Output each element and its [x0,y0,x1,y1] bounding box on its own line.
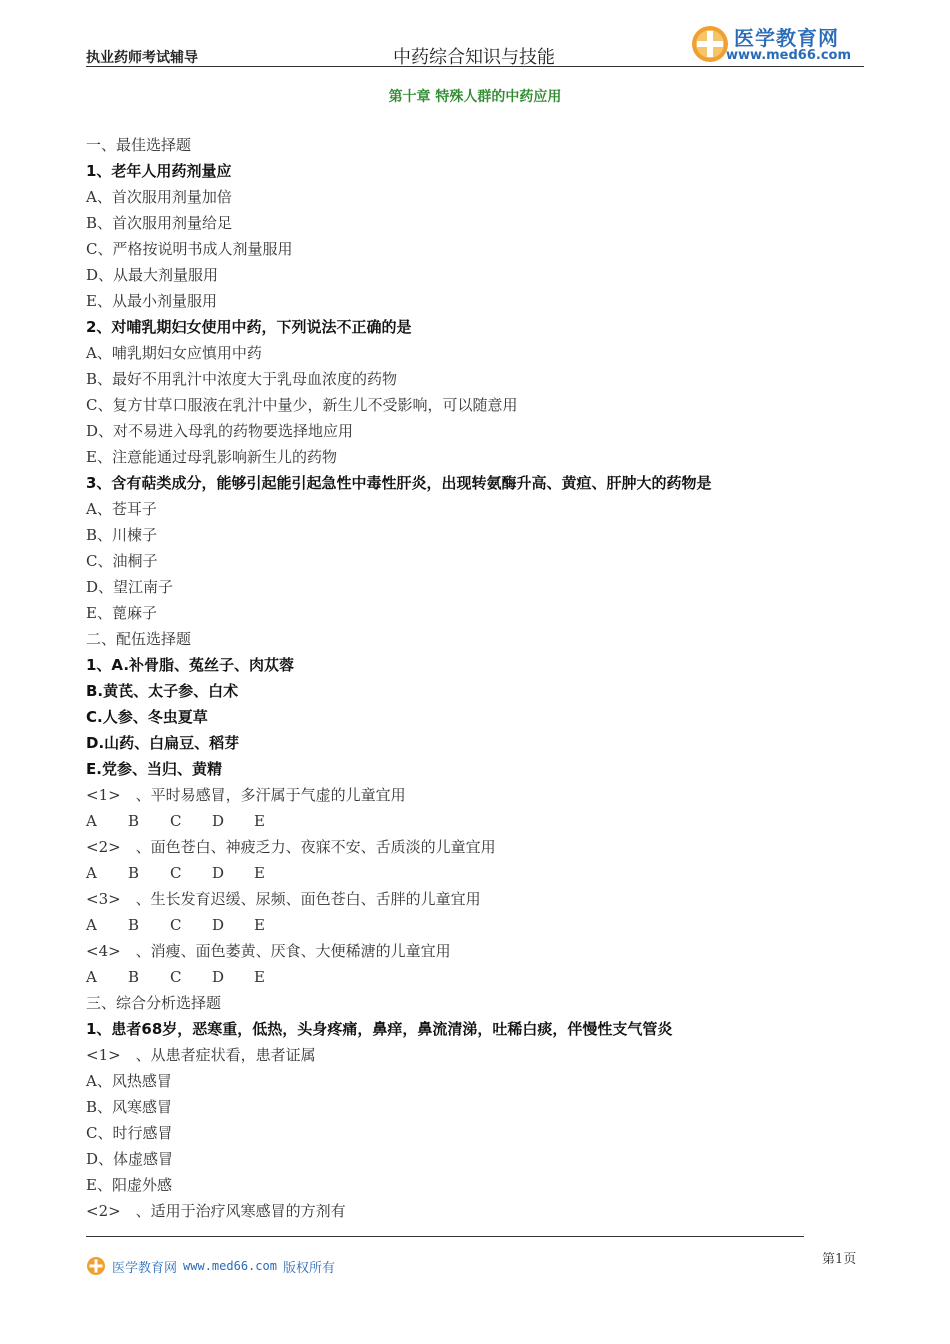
med66-logo [690,20,870,70]
footer-rights: 版权所有 [282,1260,335,1276]
content-line: C、严格按说明书成人剂量服用 [86,240,293,258]
footer-divider [86,1236,804,1237]
content-line: <1> 、平时易感冒，多汗属于气虚的儿童宜用 [86,786,406,804]
answer-option-letter: D [212,812,225,830]
content-line: D、望江南子 [86,578,174,596]
logo-brand-name: 医学教育网 [734,26,839,50]
answer-option-letter: C [170,968,182,986]
question-content [86,134,866,1226]
header-center-title: 中药综合知识与技能 [393,47,555,68]
content-line: D、对不易进入母乳的药物要选择地应用 [86,422,354,440]
content-line: A、苍耳子 [86,500,157,518]
footer-brand [86,1256,335,1276]
answer-option-letter: E [254,864,265,882]
content-line: D、体虚感冒 [86,1150,174,1168]
med66-logo-icon [690,24,730,64]
question-stem: 3、含有萜类成分，能够引起能引起急性中毒性肝炎，出现转氨酶升高、黄疸、肝肿大的药物是 [86,474,712,492]
question-stem: E.党参、当归、黄精 [86,760,222,778]
content-line: 三、综合分析选择题 [86,994,222,1012]
header-divider [86,66,864,67]
answer-option-letter: A [86,916,97,934]
answer-option-letter: A [86,864,97,882]
answer-option-letter: A [86,968,97,986]
content-line: A、哺乳期妇女应慎用中药 [86,344,262,362]
content-line: B、最好不用乳汁中浓度大于乳母血浓度的药物 [86,370,398,388]
answer-options-row [86,862,866,888]
answer-option-letter: C [170,916,182,934]
answer-option-letter: C [170,812,182,830]
question-stem: B.黄芪、太子参、白术 [86,682,239,700]
question-stem: C.人参、冬虫夏草 [86,708,208,726]
content-line: <3> 、生长发育迟缓、尿频、面色苍白、舌胖的儿童宜用 [86,890,481,908]
header-left-title: 执业药师考试辅导 [86,50,198,66]
answer-option-letter: D [212,968,225,986]
footer-brand-name: 医学教育网 [112,1260,178,1276]
page-number: 第1页 [822,1252,857,1267]
question-stem: 1、老年人用药剂量应 [86,162,232,180]
content-line: E、从最小剂量服用 [86,292,217,310]
answer-option-letter: A [86,812,97,830]
content-line: <2> 、面色苍白、神疲乏力、夜寐不安、舌质淡的儿童宜用 [86,838,496,856]
answer-option-letter: D [212,864,225,882]
content-line: E、注意能通过母乳影响新生儿的药物 [86,448,337,466]
answer-option-letter: B [128,916,140,934]
answer-option-letter: B [128,864,140,882]
content-line: <1> 、从患者症状看，患者证属 [86,1046,316,1064]
answer-options-row [86,810,866,836]
content-line: C、复方甘草口服液在乳汁中量少，新生儿不受影响，可以随意用 [86,396,518,414]
answer-option-letter: E [254,968,265,986]
chapter-title: 第十章 特殊人群的中药应用 [388,89,562,105]
question-stem: 1、患者68岁，恶寒重，低热，头身疼痛，鼻痒，鼻流清涕，吐稀白痰，伴慢性支气管炎 [86,1020,673,1038]
logo-url: www.med66.com [726,48,852,63]
content-line: <4> 、消瘦、面色萎黄、厌食、大便稀溏的儿童宜用 [86,942,451,960]
content-line: A、风热感冒 [86,1072,172,1090]
content-line: C、油桐子 [86,552,158,570]
content-line: C、时行感冒 [86,1124,173,1142]
content-line: E、蓖麻子 [86,604,157,622]
footer-logo-icon [86,1256,106,1276]
question-stem: 1、A.补骨脂、菟丝子、肉苁蓉 [86,656,295,674]
answer-options-row [86,966,866,992]
answer-option-letter: C [170,864,182,882]
question-stem: 2、对哺乳期妇女使用中药，下列说法不正确的是 [86,318,412,336]
answer-option-letter: B [128,812,140,830]
footer-url: www.med66.com [183,1259,277,1273]
content-line: B、川楝子 [86,526,158,544]
content-line: B、风寒感冒 [86,1098,173,1116]
answer-option-letter: E [254,812,265,830]
answer-option-letter: E [254,916,265,934]
content-line: A、首次服用剂量加倍 [86,188,232,206]
answer-options-row [86,914,866,940]
content-line: 一、最佳选择题 [86,136,192,154]
content-line: 二、配伍选择题 [86,630,192,648]
answer-option-letter: B [128,968,140,986]
question-stem: D.山药、白扁豆、稻芽 [86,734,240,752]
content-line: B、首次服用剂量给足 [86,214,233,232]
content-line: E、阳虚外感 [86,1176,172,1194]
content-line: <2> 、适用于治疗风寒感冒的方剂有 [86,1202,346,1220]
answer-option-letter: D [212,916,225,934]
content-line: D、从最大剂量服用 [86,266,219,284]
